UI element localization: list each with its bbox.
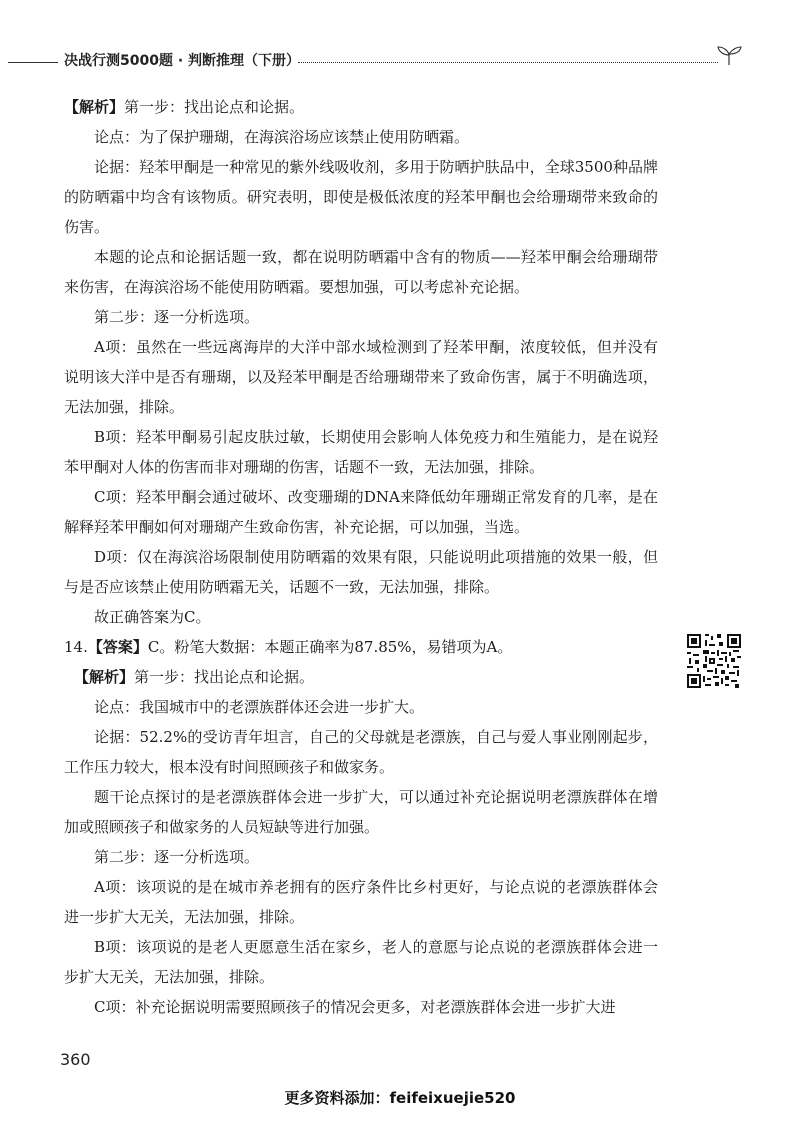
option-b-paragraph: B项：羟苯甲酮易引起皮肤过敏，长期使用会影响人体免疫力和生殖能力，是在说羟苯甲酮对人体的伤害而非对珊瑚的伤害，话题不一致，无法加强，排除。 [64, 428, 658, 476]
evidence-paragraph: 论据：羟苯甲酮是一种常见的紫外线吸收剂，多用于防晒护肤品中，全球3500种品牌的防晒霜中均含有该物质。研究表明，即使是极低浓度的羟苯甲酮也会给珊瑚带来致命的伤害。 [64, 158, 658, 236]
claim-paragraph-2: 论点：我国城市中的老漂族群体还会进一步扩大。 [94, 698, 425, 716]
option-a-paragraph: A项：虽然在一些远离海岸的大洋中部水域检测到了羟苯甲酮，浓度较低，但并没有说明该大洋中是否有珊瑚，以及羟苯甲酮是否给珊瑚带来了致命伤害，属于不明确选项，无法加强，排除。 [64, 338, 658, 416]
evidence-paragraph-2: 论据：52.2%的受访青年坦言，自己的父母就是老漂族，自己与爱人事业刚刚起步，工作压力较大，根本没有时间照顾孩子和做家务。 [64, 728, 658, 776]
option-a-paragraph-2: A项：该项说的是在城市养老拥有的医疗条件比乡村更好，与论点说的老漂族群体会进一步扩大无关，无法加强，排除。 [64, 878, 658, 926]
analysis-step1: 第一步：找出论点和论据。 [124, 98, 305, 116]
header-rule-right [298, 62, 718, 63]
topic-paragraph-2: 题干论点探讨的是老漂族群体会进一步扩大，可以通过补充论据说明老漂族群体在增加或照顾孩子和做家务的人员短缺等进行加强。 [64, 788, 658, 836]
analysis-heading [64, 92, 658, 122]
step2-paragraph-2: 第二步：逐一分析选项。 [94, 848, 260, 866]
answer-summary: C。粉笔大数据：本题正确率为87.85%，易错项为A。 [147, 638, 513, 656]
analysis-heading-2 [64, 662, 658, 692]
option-c-paragraph: C项：羟苯甲酮会通过破坏、改变珊瑚的DNA来降低幼年珊瑚正常发育的几率，是在解释羟苯甲酮如何对珊瑚产生致命伤害，补充论据，可以加强，当选。 [64, 488, 658, 536]
analysis-step1-2: 第一步：找出论点和论据。 [134, 668, 315, 686]
claim-paragraph: 论点：为了保护珊瑚，在海滨浴场应该禁止使用防晒霜。 [94, 128, 470, 146]
option-d-paragraph: D项：仅在海滨浴场限制使用防晒霜的效果有限，只能说明此项措施的效果一般，但与是否应该禁止使用防晒霜无关，话题不一致，无法加强，排除。 [64, 548, 658, 596]
question-14-answer [64, 632, 658, 662]
option-c-paragraph-2: C项：补充论据说明需要照顾孩子的情况会更多，对老漂族群体会进一步扩大进 [94, 998, 616, 1016]
question-number: 14. [64, 638, 88, 656]
step2-paragraph: 第二步：逐一分析选项。 [94, 308, 260, 326]
qr-code-icon[interactable] [685, 632, 743, 690]
sprout-icon [716, 44, 742, 66]
topic-paragraph: 本题的论点和论据话题一致，都在说明防晒霜中含有的物质——羟苯甲酮会给珊瑚带来伤害，在海滨浴场不能使用防晒霜。要想加强，可以考虑补充论据。 [64, 248, 658, 296]
analysis-tag-2: 【解析】 [74, 668, 135, 686]
page-body [64, 92, 658, 1022]
running-header [0, 44, 800, 74]
answer-paragraph: 故正确答案为C。 [94, 608, 211, 626]
answer-tag: 【答案】 [87, 638, 148, 656]
page-number: 360 [60, 1050, 91, 1069]
book-title: 决战行测5000题 · 判断推理（下册） [64, 53, 301, 69]
option-b-paragraph-2: B项：该项说的是老人更愿意生活在家乡，老人的意愿与论点说的老漂族群体会进一步扩大无关，无法加强，排除。 [64, 938, 658, 986]
analysis-tag: 【解析】 [64, 98, 125, 116]
footer-note: 更多资料添加：feifeixuejie520 [284, 1089, 516, 1107]
header-rule-left [8, 62, 58, 63]
